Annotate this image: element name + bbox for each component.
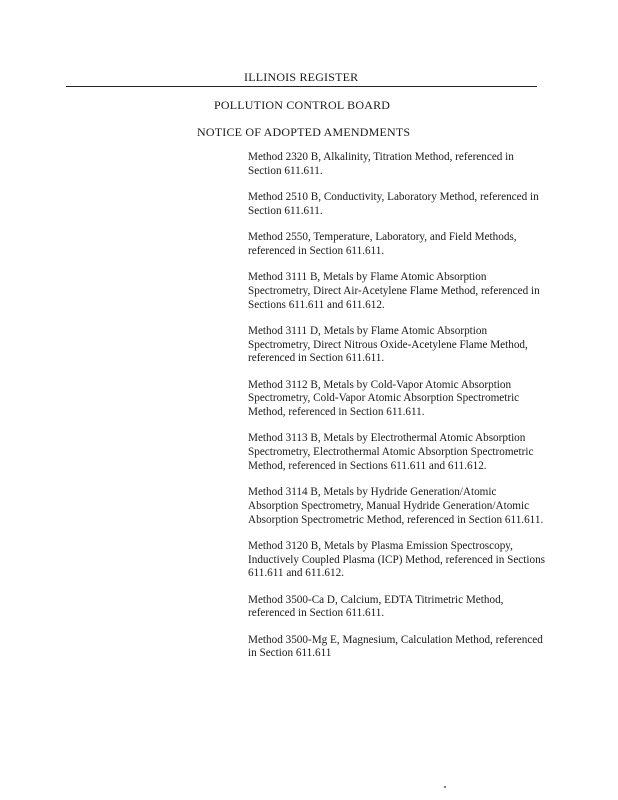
header-rule: [66, 86, 537, 87]
method-item: Method 3500-Mg E, Magnesium, Calculation Method, referenced in Section 611.611: [248, 633, 543, 660]
method-item: Method 3114 B, Metals by Hydride Generation/Atomic Absorption Spectrometry, Manual Hydride Generation/Atomic Absorption Spectrometric Method, referenced in Section 611.611.: [248, 486, 544, 526]
scan-speck: [444, 786, 446, 788]
register-title: ILLINOIS REGISTER: [244, 70, 359, 84]
board-title: POLLUTION CONTROL BOARD: [214, 98, 391, 112]
method-item: Method 2320 B, Alkalinity, Titration Method, referenced in Section 611.611.: [248, 151, 514, 177]
method-item: Method 2510 B, Conductivity, Laboratory Method, referenced in Section 611.611.: [248, 190, 539, 217]
method-item: Method 2550, Temperature, Laboratory, and Field Methods, referenced in Section 611.611.: [248, 230, 517, 257]
method-item: Method 3111 D, Metals by Flame Atomic Absorption Spectrometry, Direct Nitrous Oxide-Acetylene Flame Method, referenced in Section 611.611.: [248, 324, 528, 365]
method-list: [248, 151, 548, 674]
method-item: Method 3500-Ca D, Calcium, EDTA Titrimetric Method, referenced in Section 611.611.: [248, 593, 504, 620]
method-item: Method 3112 B, Metals by Cold-Vapor Atomic Absorption Spectrometry, Cold-Vapor Atomic Absorption Spectrometric Method, referenced in Section 611.611.: [248, 378, 520, 419]
method-item: Method 3113 B, Metals by Electrothermal Atomic Absorption Spectrometry, Electrothermal Atomic Absorption Spectrometric Method, referenced in Sections 611.611 and 611.612.: [248, 432, 534, 472]
method-item: Method 3111 B, Metals by Flame Atomic Absorption Spectrometry, Direct Air-Acetylene Flame Method, referenced in Sections 611.611 and 611.612.: [248, 270, 540, 311]
notice-title: NOTICE OF ADOPTED AMENDMENTS: [197, 125, 411, 139]
method-item: Method 3120 B, Metals by Plasma Emission Spectroscopy, Inductively Coupled Plasma (ICP) Method, referenced in Sections 611.611 and 611.612.: [248, 539, 546, 580]
